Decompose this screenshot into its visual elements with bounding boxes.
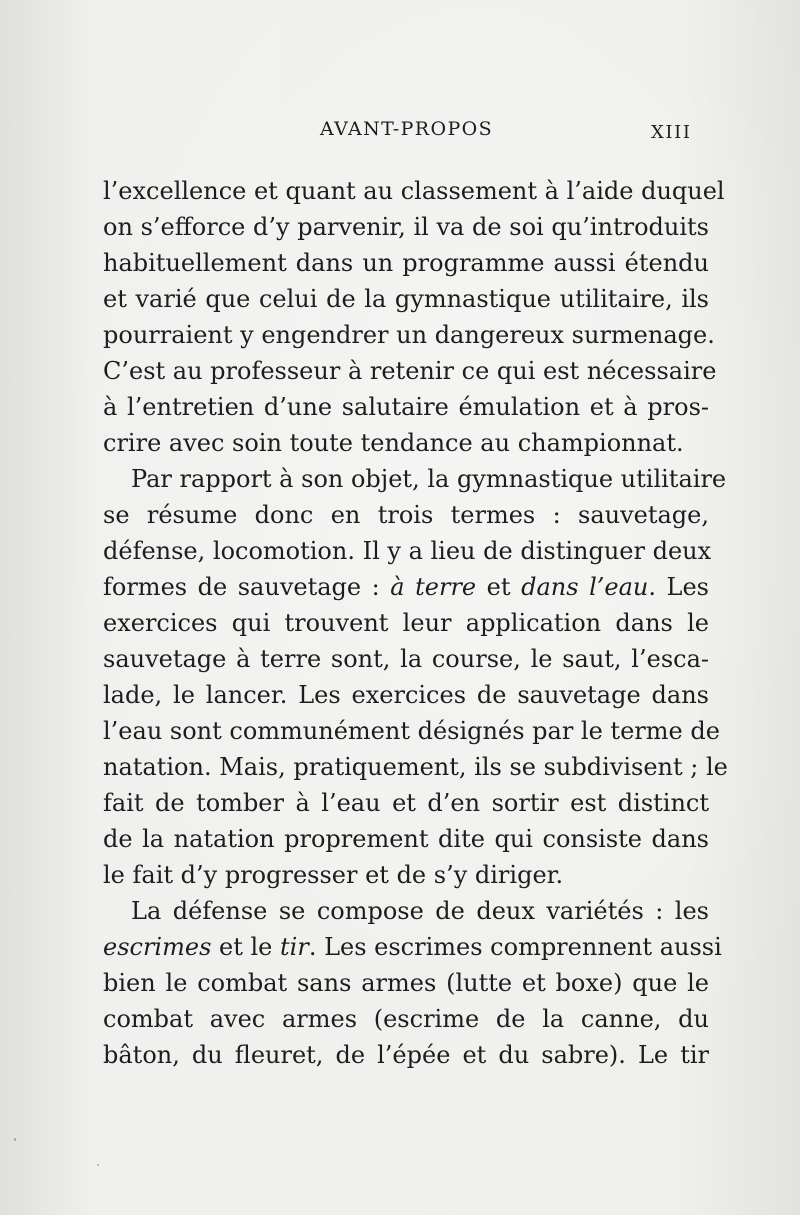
text-line: lade, le lancer. Les exercices de sauvetage dans xyxy=(103,681,709,709)
running-head xyxy=(0,118,800,148)
text-line: La défense se compose de deux variétés : les xyxy=(131,897,709,925)
page-number: XIII xyxy=(651,122,692,143)
text-line xyxy=(103,569,709,605)
text-line: défense, locomotion. Il y a lieu de distinguer deux xyxy=(103,537,712,565)
text-line: sauvetage à terre sont, la course, le saut, l’esca- xyxy=(103,645,709,673)
italic-text: escrimes xyxy=(103,933,212,961)
text-segment: . Les xyxy=(648,573,709,601)
text-line: pourraient y engendrer un dangereux surmenage. xyxy=(103,321,715,349)
text-line: habituellement dans un programme aussi étendu xyxy=(103,249,709,277)
italic-text: dans l’eau xyxy=(521,573,649,601)
text-segment: et le xyxy=(211,933,281,961)
text-line: l’eau sont communément désignés par le terme de xyxy=(103,717,720,745)
text-line: et varié que celui de la gymnastique utilitaire, ils xyxy=(103,285,709,313)
italic-text: tir xyxy=(280,933,309,961)
running-title: AVANT-PROPOS xyxy=(320,118,494,140)
text-line: le fait d’y progresser et de s’y diriger. xyxy=(103,861,564,889)
text-line: bâton, du fleuret, de l’épée et du sabre). Le tir xyxy=(103,1041,709,1069)
text-line: fait de tomber à l’eau et d’en sortir est distinct xyxy=(103,789,709,817)
text-segment: . Les escrimes comprennent aussi xyxy=(308,933,722,961)
text-line: se résume donc en trois termes : sauvetage, xyxy=(103,501,709,529)
text-line: crire avec soin toute tendance au championnat. xyxy=(103,429,684,457)
text-line: Par rapport à son objet, la gymnastique utilitaire xyxy=(131,465,727,493)
text-segment: et xyxy=(476,573,522,601)
text-line: de la natation proprement dite qui consiste dans xyxy=(103,825,709,853)
scan-speck xyxy=(14,1138,16,1141)
text-line: exercices qui trouvent leur application dans le xyxy=(103,609,709,637)
body-text xyxy=(103,173,728,1073)
text-line: bien le combat sans armes (lutte et boxe) que le xyxy=(103,969,709,997)
text-line: à l’entretien d’une salutaire émulation et à pros- xyxy=(103,393,709,421)
text-segment: formes de sauvetage : xyxy=(103,573,391,601)
text-line: C’est au professeur à retenir ce qui est nécessaire xyxy=(103,357,717,385)
text-line: combat avec armes (escrime de la canne, du xyxy=(103,1005,709,1033)
scan-speck xyxy=(97,1164,99,1166)
text-line: natation. Mais, pratiquement, ils se subdivisent ; le xyxy=(103,753,728,781)
text-line: l’excellence et quant au classement à l’aide duquel xyxy=(103,177,725,205)
text-line: on s’efforce d’y parvenir, il va de soi qu’introduits xyxy=(103,213,709,241)
text-line xyxy=(103,929,722,965)
italic-text: à terre xyxy=(390,573,477,601)
